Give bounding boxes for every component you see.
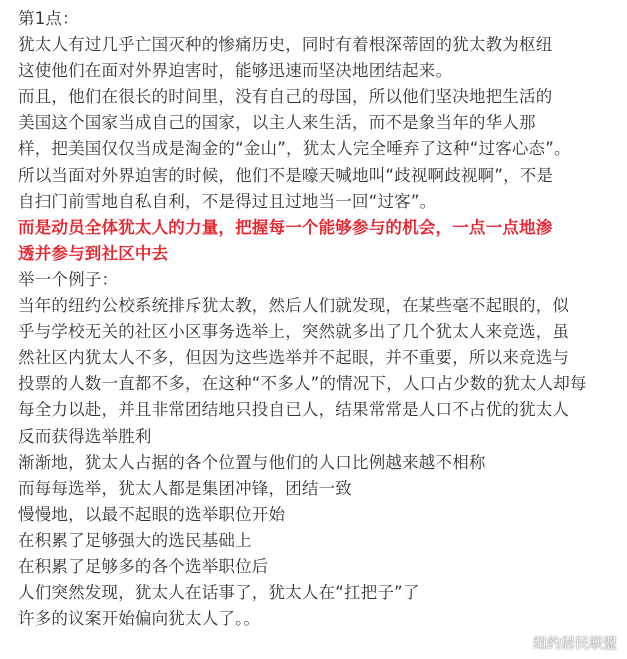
article-emphasis-line: 而是动员全体犹太人的力量，把握每一个能够参与的机会，一点一点地渗 — [18, 217, 553, 237]
article-line: 投票的人数一直都不多，在这种“不多人”的情况下，人口占少数的犹太人却每 — [18, 374, 587, 394]
wechat-icon — [505, 634, 527, 652]
article-line: 而且，他们在很长的时间里，没有自己的母国，所以他们坚决地把生活的 — [18, 87, 553, 107]
article-line: 样，把美国仅仅当成是淘金的“金山”，犹太人完全唾弃了这种“过客心态”。 — [18, 139, 571, 159]
article-line: 许多的议案开始偏向犹太人了。。 — [18, 609, 261, 629]
watermark — [505, 633, 617, 653]
article-line: 乎与学校无关的社区小区事务选举上，突然就多出了几个犹太人来竞选，虽 — [18, 322, 570, 342]
article-line: 美国这个国家当成自己的国家，以主人来生活，而不是象当年的华人那 — [18, 113, 536, 133]
article-line: 当年的纽约公校系统排斥犹太教，然后人们就发现，在某些毫不起眼的，似 — [18, 296, 570, 316]
article-line: 渐渐地，犹太人占据的各个位置与他们的人口比例越来越不相称 — [18, 452, 486, 472]
article-line: 然社区内犹太人不多，但因为这些选举并不起眼，并不重要，所以来竞选与 — [18, 348, 570, 368]
article-line: 而每每选举，犹太人都是集团冲锋，团结一致 — [18, 478, 352, 498]
article-line: 慢慢地，以最不起眼的选举职位开始 — [18, 504, 286, 524]
article-line: 在积累了足够多的各个选举职位后 — [18, 556, 269, 576]
article-emphasis-line: 透并参与到社区中去 — [18, 243, 169, 263]
article-body — [18, 6, 618, 632]
article-line: 自扫门前雪地自私自利，不是得过且过地当一回“过客”。 — [18, 191, 437, 211]
article-line: 每全力以赴，并且非常团结地只投自已人，结果常常是人口不占优的犹太人 — [18, 400, 570, 420]
watermark-text: 纽约居民联盟 — [533, 636, 617, 652]
article-line: 犹太人有过几乎亡国灭种的惨痛历史，同时有着根深蒂固的犹太教为枢纽 — [18, 35, 553, 55]
article-line: 在积累了足够强大的选民基础上 — [18, 530, 252, 550]
article-line: 第1点： — [18, 9, 79, 28]
article-line: 所以当面对外界迫害的时候，他们不是嚎天喊地叫“歧视啊歧视啊”，不是 — [18, 165, 554, 185]
article-line: 举一个例子： — [18, 269, 119, 289]
article-line: 反而获得选举胜利 — [18, 426, 152, 446]
article-line: 这使他们在面对外界迫害时，能够迅速而坚决地团结起来。 — [18, 61, 453, 81]
article-line: 人们突然发现，犹太人在话事了，犹太人在“扛把子”了 — [18, 583, 420, 603]
